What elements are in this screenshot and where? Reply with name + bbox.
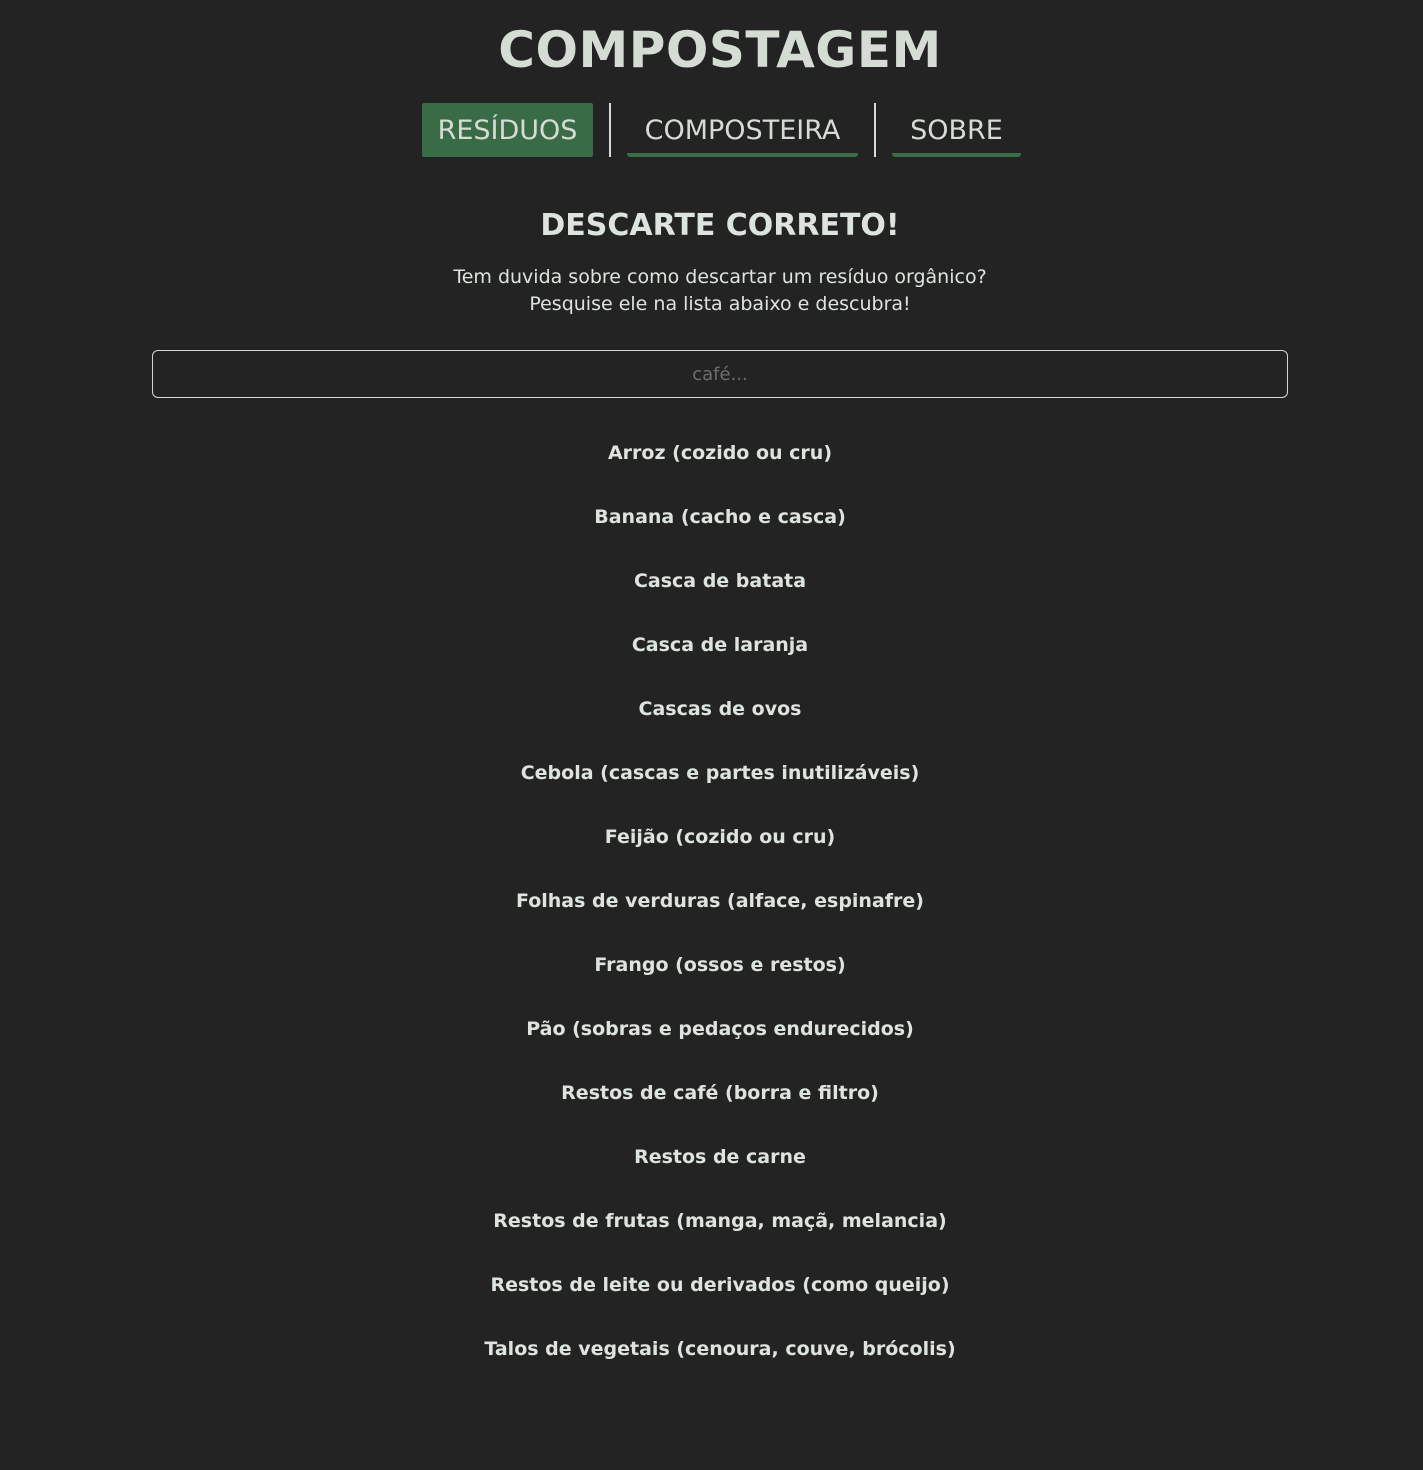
residue-item[interactable]: Restos de leite ou derivados (como queijo)	[490, 1274, 950, 1296]
residue-item[interactable]: Cebola (cascas e partes inutilizáveis)	[520, 762, 920, 784]
residue-item[interactable]: Pão (sobras e pedaços endurecidos)	[526, 1018, 914, 1040]
search-input[interactable]	[152, 350, 1288, 398]
section-description	[0, 264, 1423, 318]
residue-item[interactable]: Talos de vegetais (cenoura, couve, brócolis)	[484, 1338, 956, 1360]
residue-list	[0, 432, 1423, 1392]
tab-composteira[interactable]: COMPOSTEIRA	[627, 103, 858, 157]
residue-item[interactable]: Folhas de verduras (alface, espinafre)	[516, 890, 924, 912]
residue-item[interactable]: Feijão (cozido ou cru)	[604, 826, 836, 848]
main-nav	[422, 103, 1021, 157]
site-title: COMPOSTAGEM	[498, 21, 942, 79]
residue-item[interactable]: Cascas de ovos	[638, 698, 802, 720]
residue-item[interactable]: Restos de frutas (manga, maçã, melancia)	[493, 1210, 947, 1232]
residue-item[interactable]: Casca de batata	[633, 570, 807, 592]
tab-residuos[interactable]: RESÍDUOS	[422, 103, 593, 157]
nav-divider	[609, 103, 611, 157]
residue-item[interactable]: Arroz (cozido ou cru)	[607, 442, 833, 464]
tab-sobre[interactable]: SOBRE	[892, 103, 1021, 157]
section-title: DESCARTE CORRETO!	[540, 208, 900, 243]
residue-item[interactable]: Restos de café (borra e filtro)	[561, 1082, 879, 1104]
residue-item[interactable]: Banana (cacho e casca)	[594, 506, 846, 528]
residue-item[interactable]: Casca de laranja	[631, 634, 809, 656]
nav-divider	[874, 103, 876, 157]
description-line-2: Pesquise ele na lista abaixo e descubra!	[529, 293, 911, 315]
residue-item[interactable]: Frango (ossos e restos)	[594, 954, 846, 976]
residue-item[interactable]: Restos de carne	[634, 1146, 806, 1168]
description-line-1: Tem duvida sobre como descartar um resíduo orgânico?	[453, 266, 987, 288]
